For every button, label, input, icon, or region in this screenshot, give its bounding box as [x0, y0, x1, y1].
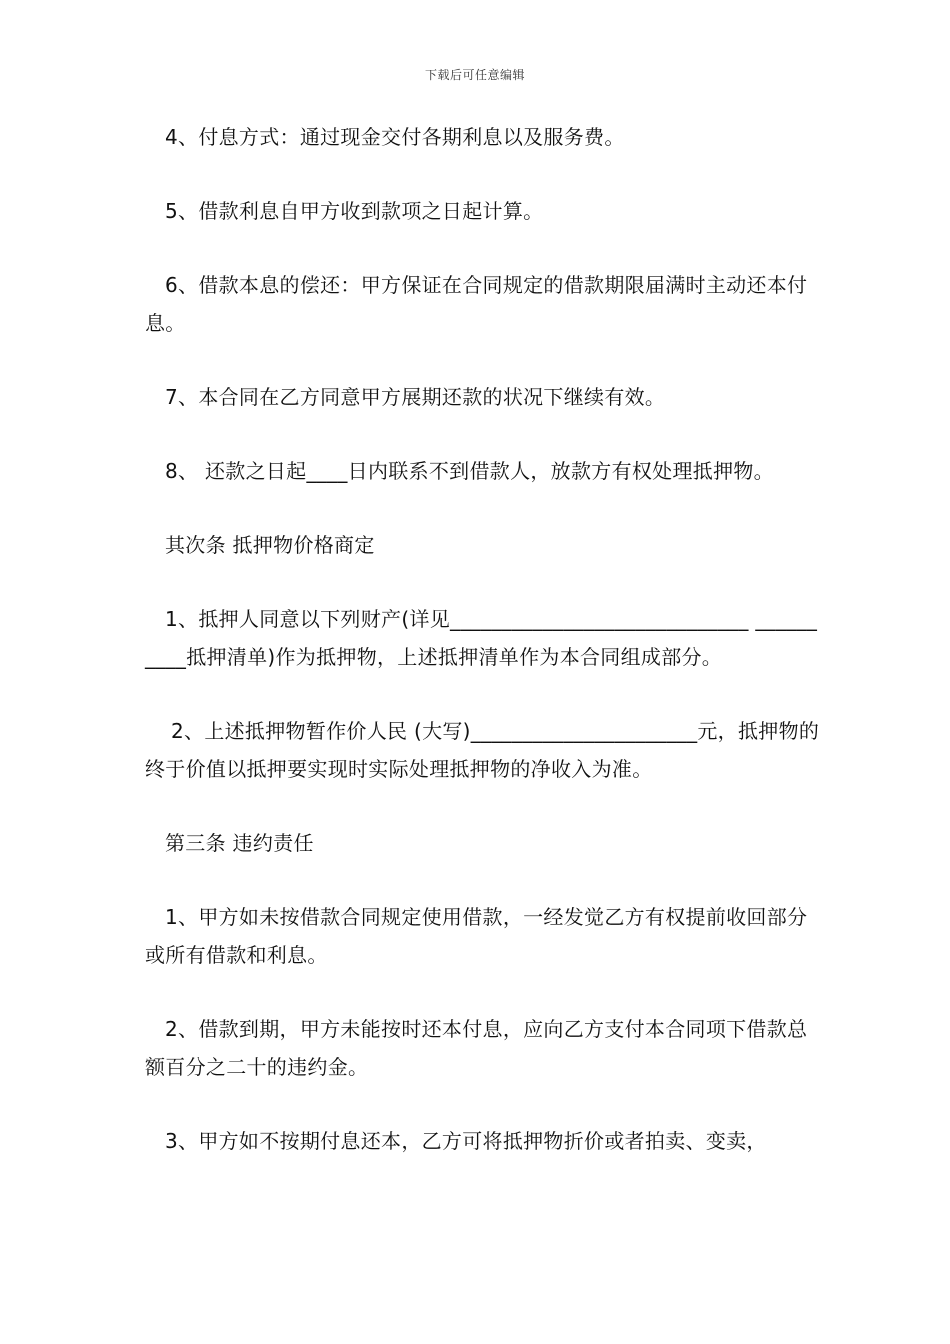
collateral-clause-1: 1、抵押人同意以下列财产(详见_____________________________ __________抵押清单)作为抵押物，上述抵押清单作为本合同组成部分。: [145, 607, 818, 669]
clause-7-extension: 7、本合同在乙方同意甲方展期还款的状况下继续有效。: [165, 385, 666, 409]
section-heading-collateral-price: 其次条 抵押物价格商定: [165, 533, 375, 557]
collateral-clause-2: 2、上述抵押物暂作价人民 (大写)______________________元，抵押物的终于价值以抵押要实现时实际处理抵押物的净收入为准。: [145, 719, 820, 781]
liability-clause-1: 1、甲方如未按借款合同规定使用借款，一经发觉乙方有权提前收回部分或所有借款和利息。: [145, 905, 808, 967]
clause-6-repayment: 6、借款本息的偿还：甲方保证在合同规定的借款期限届满时主动还本付息。: [145, 273, 808, 335]
clause-5-interest-start: 5、借款利息自甲方收到款项之日起计算。: [165, 199, 544, 223]
clause-4-payment-method: 4、付息方式：通过现金交付各期利息以及服务费。: [165, 125, 625, 149]
section-heading-liability: 第三条 违约责任: [165, 831, 314, 855]
page-header: 下载后可任意编辑: [424, 68, 525, 82]
document-body: [145, 118, 825, 1196]
liability-clause-2: 2、借款到期，甲方未能按时还本付息，应向乙方支付本合同项下借款总额百分之二十的违约金。: [145, 1017, 808, 1079]
clause-8-collateral-handling: 8、 还款之日起____日内联系不到借款人，放款方有权处理抵押物。: [165, 459, 774, 483]
liability-clause-3: 3、甲方如不按期付息还本，乙方可将抵押物折价或者拍卖、变卖，: [165, 1129, 767, 1153]
